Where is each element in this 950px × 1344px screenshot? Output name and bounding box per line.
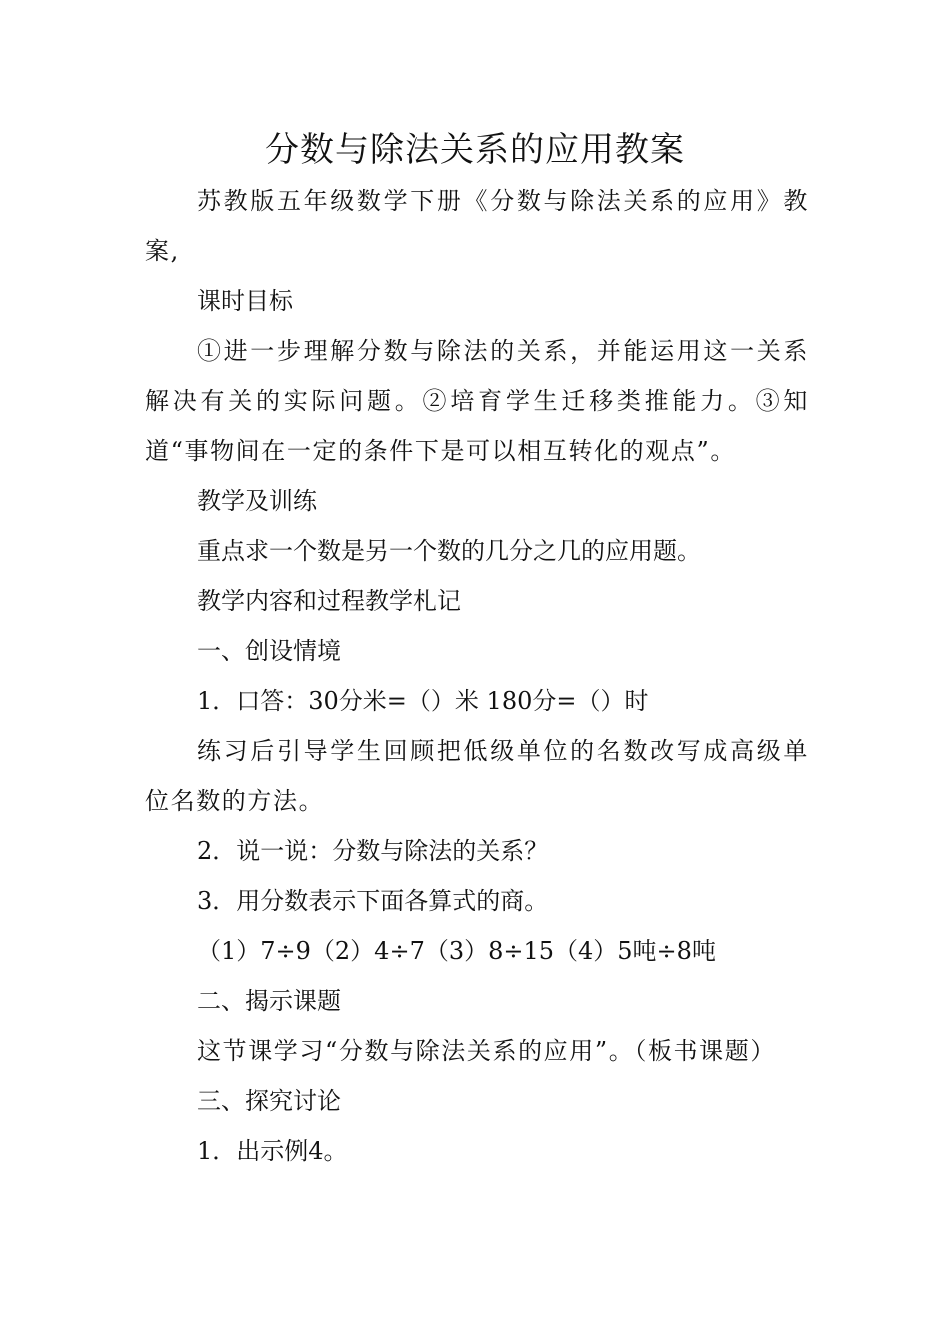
paragraph-key-point: 重点求一个数是另一个数的几分之几的应用题。 bbox=[197, 537, 701, 565]
list-item-expressions: （1）7÷9（2）4÷7（3）8÷15（4）5吨÷8吨 bbox=[197, 937, 716, 965]
document-body bbox=[145, 176, 809, 1176]
list-item-discussion: 2．说一说：分数与除法的关系？ bbox=[197, 837, 549, 865]
paragraph-lesson-topic: 这节课学习“分数与除法关系的应用”。（板书课题） bbox=[197, 1037, 776, 1065]
heading-content-process: 教学内容和过程教学札记 bbox=[197, 587, 461, 615]
list-item-fraction-quotient: 3．用分数表示下面各算式的商。 bbox=[197, 887, 549, 915]
paragraph-practice-review: 练习后引导学生回顾把低级单位的名数改写成高级单位名数的方法。 bbox=[145, 737, 809, 815]
paragraph-objectives: ①进一步理解分数与除法的关系，并能运用这一关系解决有关的实际问题。②培育学生迁移类推能力。③知道“事物间在一定的条件下是可以相互转化的观点”。 bbox=[145, 337, 809, 465]
heading-training: 教学及训练 bbox=[197, 487, 317, 515]
paragraph-intro: 苏教版五年级数学下册《分数与除法关系的应用》教案, bbox=[145, 187, 809, 265]
document-title: 分数与除法关系的应用教案 bbox=[265, 130, 685, 170]
section-heading-1: 一、创设情境 bbox=[197, 637, 341, 665]
section-heading-2: 二、揭示课题 bbox=[197, 987, 341, 1015]
section-heading-3: 三、探究讨论 bbox=[197, 1087, 341, 1115]
list-item-oral-answer: 1．口答：30分米=（）米 180分=（）时 bbox=[197, 687, 649, 715]
list-item-example-4: 1．出示例4。 bbox=[197, 1137, 348, 1165]
heading-objectives: 课时目标 bbox=[197, 287, 293, 315]
